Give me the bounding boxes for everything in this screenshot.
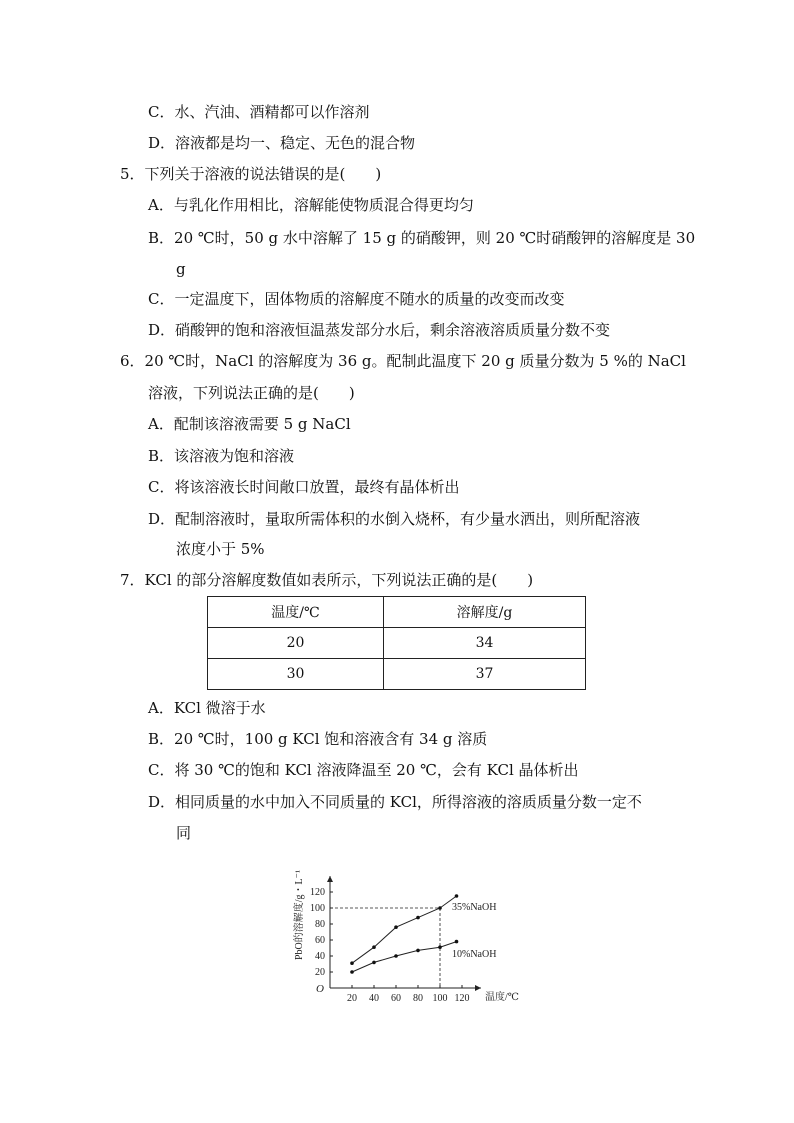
pbo-solubility-chart — [288, 858, 548, 1008]
x-axis-arrow — [475, 985, 481, 991]
q6-option-c: C．将该溶液长时间敞口放置，最终有晶体析出 — [148, 478, 460, 496]
table-header-row — [208, 597, 586, 628]
data-point — [394, 954, 398, 958]
q6-option-d: D．配制溶液时，量取所需体积的水倒入烧杯，有少量水洒出，则所配溶液 — [148, 510, 641, 528]
data-point — [416, 916, 420, 920]
series-line-35pct — [352, 896, 457, 963]
series-label: 35%NaOH — [452, 902, 497, 913]
data-point — [350, 961, 354, 965]
q6-option-d-cont: 浓度小于 5% — [176, 540, 265, 558]
data-point — [438, 945, 442, 949]
table-cell: 37 — [383, 659, 585, 690]
q5-option-d: D．硝酸钾的饱和溶液恒温蒸发部分水后，剩余溶液溶质质量分数不变 — [148, 321, 611, 339]
q5-option-a: A．与乳化作用相比，溶解能使物质混合得更均匀 — [148, 196, 474, 214]
data-point — [372, 961, 376, 965]
y-axis-label: PbO的溶解度/g・L⁻¹ — [294, 870, 305, 960]
x-tick-label: 20 — [347, 993, 357, 1004]
table-cell: 34 — [383, 628, 585, 659]
table-row — [208, 659, 586, 690]
y-tick-label: 80 — [315, 919, 325, 930]
data-point — [455, 940, 459, 944]
series-label: 10%NaOH — [452, 949, 497, 961]
q5-option-b: B．20 ℃时，50 g 水中溶解了 15 g 的硝酸钾，则 20 ℃时硝酸钾的溶解度是 30 — [148, 229, 696, 247]
table-cell: 20 — [208, 628, 384, 659]
data-point — [350, 970, 354, 974]
q7-option-d-cont: 同 — [176, 824, 192, 842]
x-tick-label: 40 — [369, 993, 379, 1004]
x-tick-label: 100 — [432, 993, 448, 1004]
y-tick-label: 40 — [315, 951, 325, 962]
q7-option-a: A．KCl 微溶于水 — [148, 699, 266, 717]
table-header-cell: 溶解度/g — [383, 597, 585, 628]
x-tick-label: 80 — [413, 993, 423, 1004]
table-cell: 30 — [208, 659, 384, 690]
data-point — [438, 906, 442, 910]
data-point — [455, 894, 459, 898]
y-axis-arrow — [327, 876, 333, 882]
data-point — [394, 925, 398, 929]
q7-stem: 7．KCl 的部分溶解度数值如表所示，下列说法正确的是( ) — [120, 571, 534, 589]
q7-option-d: D．相同质量的水中加入不同质量的 KCl，所得溶液的溶质质量分数一定不 — [148, 793, 642, 811]
q5-option-b-cont: g — [176, 260, 186, 278]
q4-option-c: C．水、汽油、酒精都可以作溶剂 — [148, 103, 370, 121]
q7-option-c: C．将 30 ℃的饱和 KCl 溶液降温至 20 ℃，会有 KCl 晶体析出 — [148, 761, 579, 779]
q6-option-b: B．该溶液为饱和溶液 — [148, 447, 295, 465]
solubility-table — [207, 596, 586, 690]
y-tick-label: 60 — [315, 935, 325, 946]
x-tick-label: 60 — [391, 993, 401, 1004]
data-point — [372, 945, 376, 949]
q7-option-b: B．20 ℃时，100 g KCl 饱和溶液含有 34 g 溶质 — [148, 730, 488, 748]
q5-option-c: C．一定温度下，固体物质的溶解度不随水的质量的改变而改变 — [148, 290, 565, 308]
table-header-cell: 温度/℃ — [208, 597, 384, 628]
q6-stem-cont: 溶液，下列说法正确的是( ) — [148, 384, 355, 402]
data-point — [416, 949, 420, 953]
origin-label: O — [316, 983, 324, 995]
y-tick-label: 100 — [310, 903, 325, 914]
y-tick-label: 20 — [315, 967, 325, 978]
y-tick-label: 120 — [310, 887, 325, 898]
q4-option-d: D．溶液都是均一、稳定、无色的混合物 — [148, 134, 416, 152]
table-row — [208, 628, 586, 659]
q6-option-a: A．配制该溶液需要 5 g NaCl — [148, 415, 351, 433]
q5-stem: 5．下列关于溶液的说法错误的是( ) — [120, 165, 382, 183]
x-axis-label: 温度/℃ — [485, 992, 519, 1003]
x-tick-label: 120 — [454, 993, 470, 1004]
q6-stem: 6．20 ℃时，NaCl 的溶解度为 36 g。配制此温度下 20 g 质量分数为 5 %的 NaCl — [120, 352, 686, 370]
